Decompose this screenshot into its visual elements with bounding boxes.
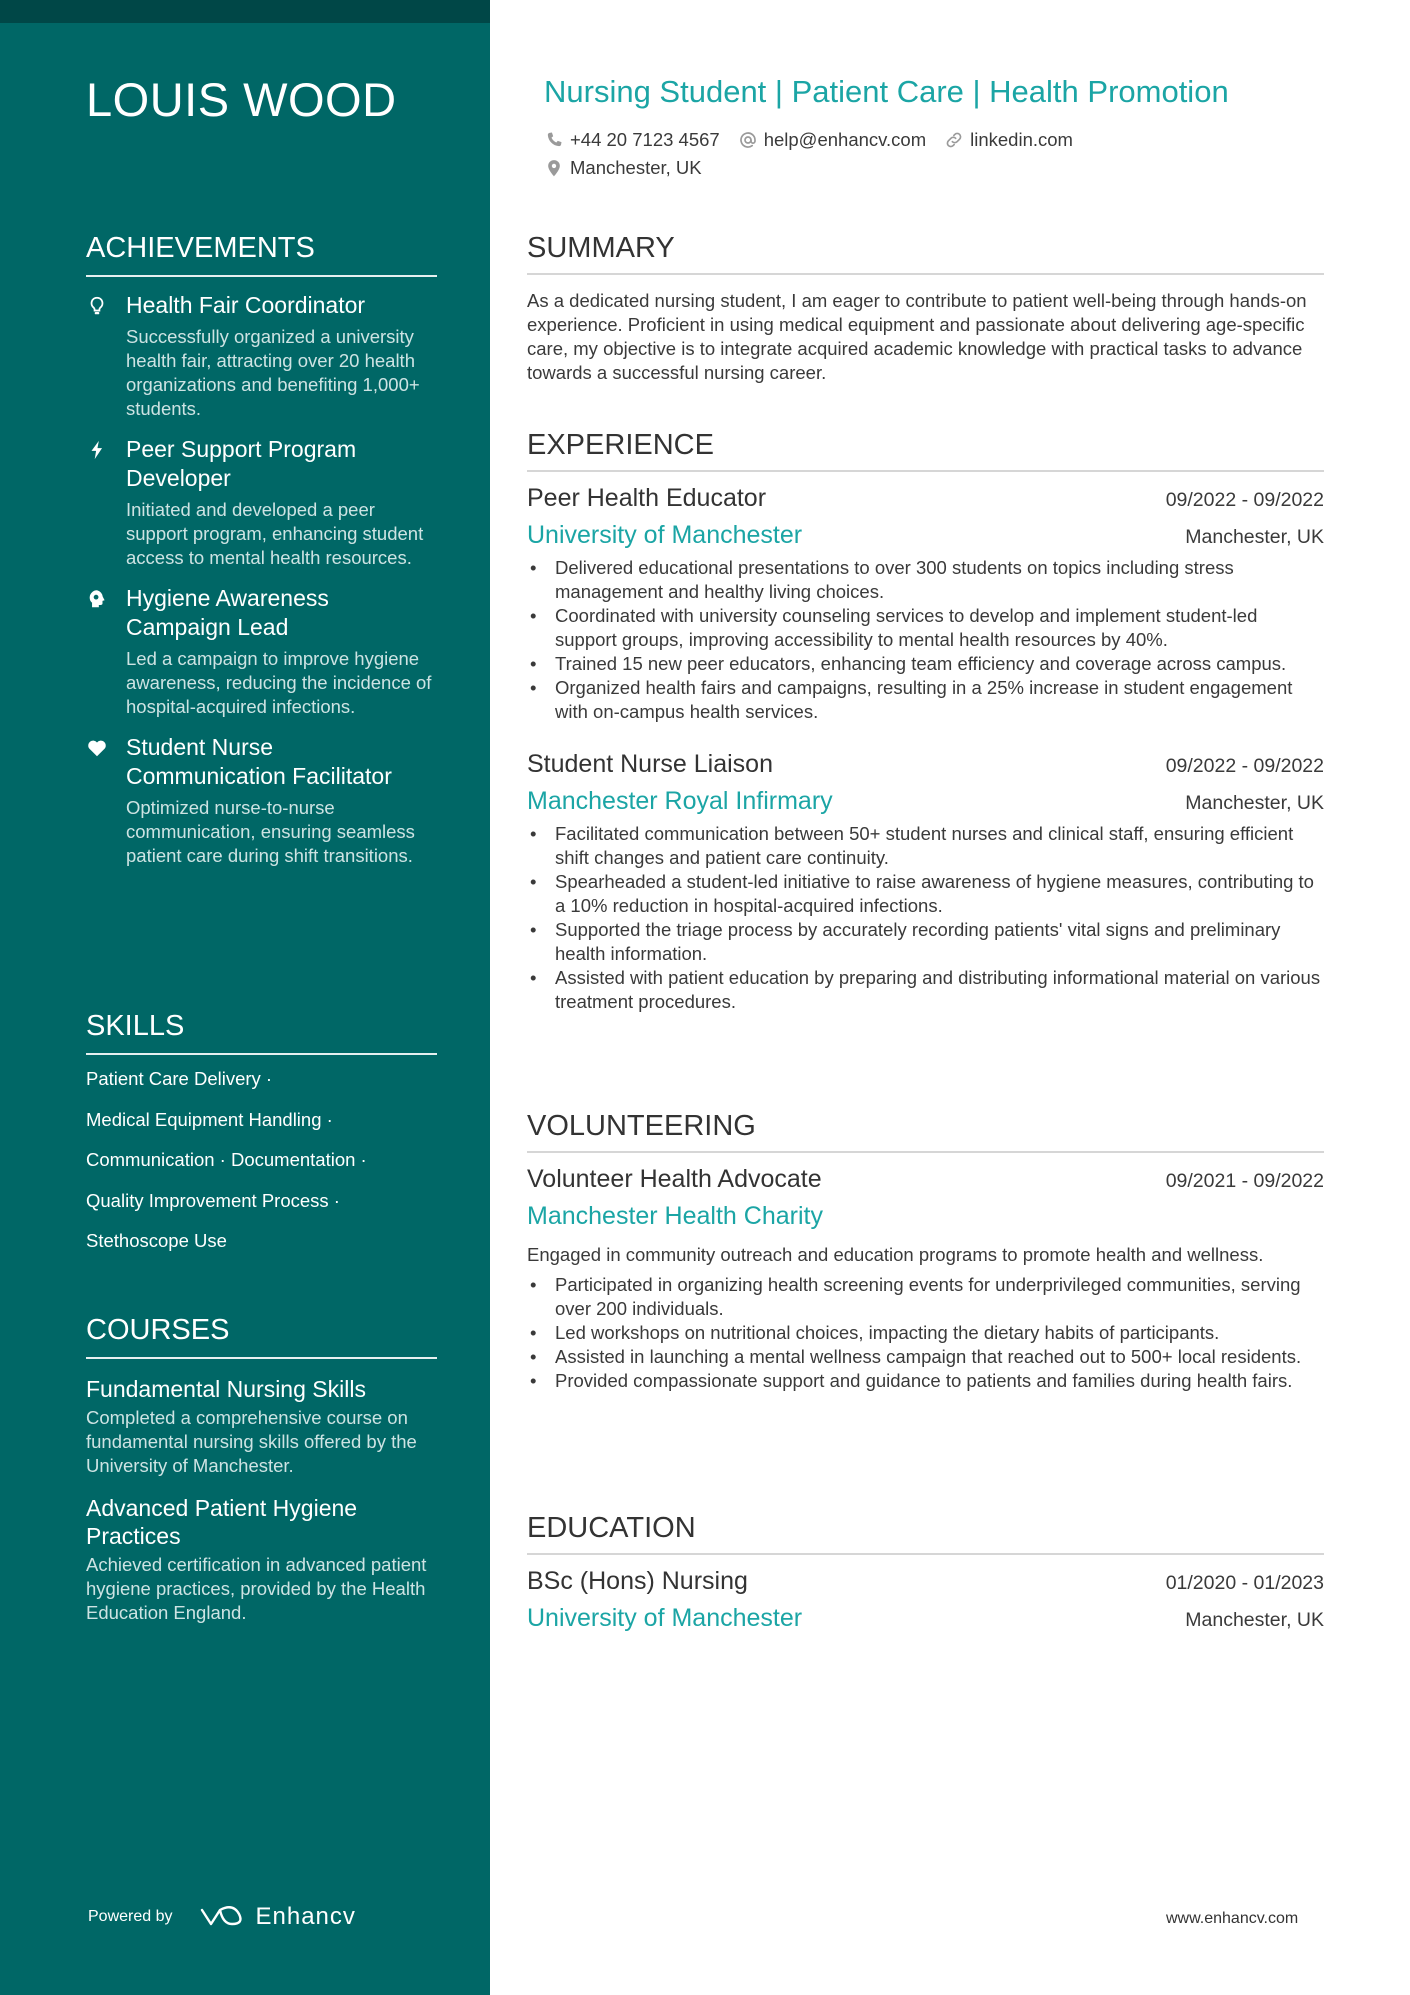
volunteering-heading: VOLUNTEERING <box>527 1110 1324 1153</box>
skills-list <box>86 1067 437 1270</box>
enhancv-logo-icon <box>199 1904 247 1930</box>
school-name: University of Manchester <box>527 1604 803 1632</box>
heart-icon <box>86 737 108 759</box>
contact-email <box>738 129 926 151</box>
achievement-item <box>86 435 437 570</box>
email-text: help@enhancv.com <box>763 129 927 150</box>
volunteering-entry <box>527 1165 1324 1393</box>
job-location: Manchester, UK <box>1185 526 1324 548</box>
experience-entry <box>527 484 1324 724</box>
achievements-heading: ACHIEVEMENTS <box>86 232 437 277</box>
lightbulb-icon <box>86 295 108 317</box>
achievement-title: Student Nurse Communication Facilitator <box>126 734 392 789</box>
skills-heading: SKILLS <box>86 1010 437 1055</box>
phone-icon <box>544 130 564 150</box>
location-text: Manchester, UK <box>570 157 702 178</box>
skill-item: Stethoscope Use <box>86 1230 227 1251</box>
link-icon <box>944 130 964 150</box>
head-icon <box>86 588 108 610</box>
contact-linkedin <box>944 129 1073 151</box>
achievement-item <box>86 733 437 868</box>
sidebar <box>0 0 490 1995</box>
achievement-description: Optimized nurse-to-nurse communication, ensuring seamless patient care during shift transitions. <box>126 797 415 866</box>
experience-heading: EXPERIENCE <box>527 429 1324 472</box>
volunteer-bullet: • Led workshops on nutritional choices, impacting the dietary habits of participants. <box>527 1321 1324 1345</box>
entry-header-row <box>527 1567 1324 1596</box>
job-dates: 09/2022 - 09/2022 <box>1165 489 1324 511</box>
job-bullet: • Trained 15 new peer educators, enhancing team efficiency and coverage across campus. <box>527 652 1324 676</box>
summary-heading: SUMMARY <box>527 232 1324 275</box>
achievement-title: Hygiene Awareness Campaign Lead <box>126 585 329 640</box>
volunteer-bullets <box>527 1273 1324 1393</box>
entry-org-row <box>527 521 1324 550</box>
summary-section <box>527 232 1324 385</box>
employer-name: University of Manchester <box>527 521 803 549</box>
summary-text: As a dedicated nursing student, I am eager to contribute to patient well-being through hands-on experience. Proficient in using medical equipment and passionate about delivering age-specific care, my objective is to integrate acquired academic knowledge with practical tasks to advance towards a successful nursing career. <box>527 290 1307 383</box>
volunteer-description: Engaged in community outreach and education programs to promote health and wellness. <box>527 1244 1264 1265</box>
job-bullets <box>527 556 1324 724</box>
lightning-icon <box>86 439 108 461</box>
entry-header-row <box>527 750 1324 779</box>
job-bullet: • Delivered educational presentations to over 300 students on topics including stress management and healthy living choices. <box>527 556 1324 604</box>
entry-header-row <box>527 484 1324 513</box>
volunteer-role: Volunteer Health Advocate <box>527 1165 822 1193</box>
skill-item: Patient Care Delivery · <box>86 1068 273 1089</box>
job-bullet: • Organized health fairs and campaigns, resulting in a 25% increase in student engagement with on-campus health services. <box>527 676 1324 724</box>
volunteering-section <box>527 1110 1324 1393</box>
powered-by-brand: Enhancv <box>255 1903 356 1930</box>
course-item <box>86 1494 437 1625</box>
job-bullet: • Assisted with patient education by preparing and distributing informational material on various treatment procedures. <box>527 966 1324 1014</box>
volunteer-dates: 09/2021 - 09/2022 <box>1165 1170 1324 1192</box>
achievement-item <box>86 291 437 421</box>
volunteer-bullet: • Assisted in launching a mental wellness campaign that reached out to 500+ local residents. <box>527 1345 1324 1369</box>
courses-heading: COURSES <box>86 1314 437 1359</box>
job-title: Student Nurse Liaison <box>527 750 773 778</box>
course-item <box>86 1375 437 1478</box>
job-bullet: • Facilitated communication between 50+ student nurses and clinical staff, ensuring efficient shift changes and patient care continuity. <box>527 822 1324 870</box>
course-description: Achieved certification in advanced patient hygiene practices, provided by the Health Education England. <box>86 1554 427 1623</box>
job-location: Manchester, UK <box>1185 792 1324 814</box>
entry-org-row <box>527 787 1324 816</box>
course-description: Completed a comprehensive course on fundamental nursing skills offered by the University of Manchester. <box>86 1407 417 1476</box>
job-bullet: • Spearheaded a student-led initiative to raise awareness of hygiene measures, contributing to a 10% reduction in hospital-acquired infections. <box>527 870 1324 918</box>
achievement-title: Health Fair Coordinator <box>126 292 366 318</box>
contact-location <box>544 157 702 179</box>
education-entry <box>527 1567 1324 1633</box>
contact-row <box>544 126 1304 154</box>
achievement-description: Led a campaign to improve hygiene awareness, reducing the incidence of hospital-acquired infections. <box>126 648 432 717</box>
education-dates: 01/2020 - 01/2023 <box>1165 1572 1324 1594</box>
entry-org-row <box>527 1202 1324 1231</box>
footer-url: www.enhancv.com <box>1166 1910 1299 1927</box>
experience-section <box>527 429 1324 1014</box>
achievement-description: Initiated and developed a peer support program, enhancing student access to mental health resources. <box>126 499 424 568</box>
degree-title: BSc (Hons) Nursing <box>527 1567 748 1595</box>
achievement-item <box>86 584 437 719</box>
employer-name: Manchester Royal Infirmary <box>527 787 833 815</box>
volunteer-bullet: • Provided compassionate support and guidance to patients and families during health fairs. <box>527 1369 1324 1393</box>
entry-org-row <box>527 1604 1324 1633</box>
job-title: Peer Health Educator <box>527 484 767 512</box>
skill-item: Communication · Documentation · <box>86 1149 367 1170</box>
achievement-description: Successfully organized a university health fair, attracting over 20 health organizations and benefiting 1,000+ students. <box>126 326 420 419</box>
volunteer-org: Manchester Health Charity <box>527 1202 823 1230</box>
linkedin-text: linkedin.com <box>970 129 1073 150</box>
headline: Nursing Student | Patient Care | Health Promotion <box>544 74 1229 109</box>
education-heading: EDUCATION <box>527 1512 1324 1555</box>
job-bullet: • Supported the triage process by accurately recording patients' vital signs and preliminary health information. <box>527 918 1324 966</box>
powered-by <box>88 1900 356 1934</box>
entry-header-row <box>527 1165 1324 1194</box>
education-section <box>527 1512 1324 1633</box>
skill-item: Medical Equipment Handling · <box>86 1108 333 1130</box>
job-bullets <box>527 822 1324 1014</box>
at-sign-icon <box>738 130 758 150</box>
achievement-title: Peer Support Program Developer <box>126 436 357 491</box>
skill-item: Quality Improvement Process · <box>86 1189 340 1211</box>
experience-entry <box>527 750 1324 1014</box>
achievements-list <box>86 291 437 868</box>
phone-text: +44 20 7123 4567 <box>570 129 720 150</box>
courses-section <box>86 1314 437 1625</box>
location-pin-icon <box>544 158 564 178</box>
achievements-section <box>86 232 437 868</box>
job-bullet: • Coordinated with university counseling services to develop and implement student-led support groups, improving accessibility to mental health resources by 40%. <box>527 604 1324 652</box>
contact-row <box>544 154 1304 182</box>
course-title: Advanced Patient Hygiene Practices <box>86 1495 358 1549</box>
candidate-name: LOUIS WOOD <box>86 73 397 126</box>
powered-by-label: Powered by <box>88 1908 173 1925</box>
contact-info <box>544 126 1304 182</box>
volunteer-bullet: • Participated in organizing health screening events for underprivileged communities, serving over 200 individuals. <box>527 1273 1324 1321</box>
skills-section <box>86 1010 437 1270</box>
contact-phone <box>544 129 720 151</box>
course-title: Fundamental Nursing Skills <box>86 1376 366 1402</box>
sidebar-top-bar <box>0 0 490 23</box>
job-dates: 09/2022 - 09/2022 <box>1165 755 1324 777</box>
school-location: Manchester, UK <box>1185 1609 1324 1631</box>
